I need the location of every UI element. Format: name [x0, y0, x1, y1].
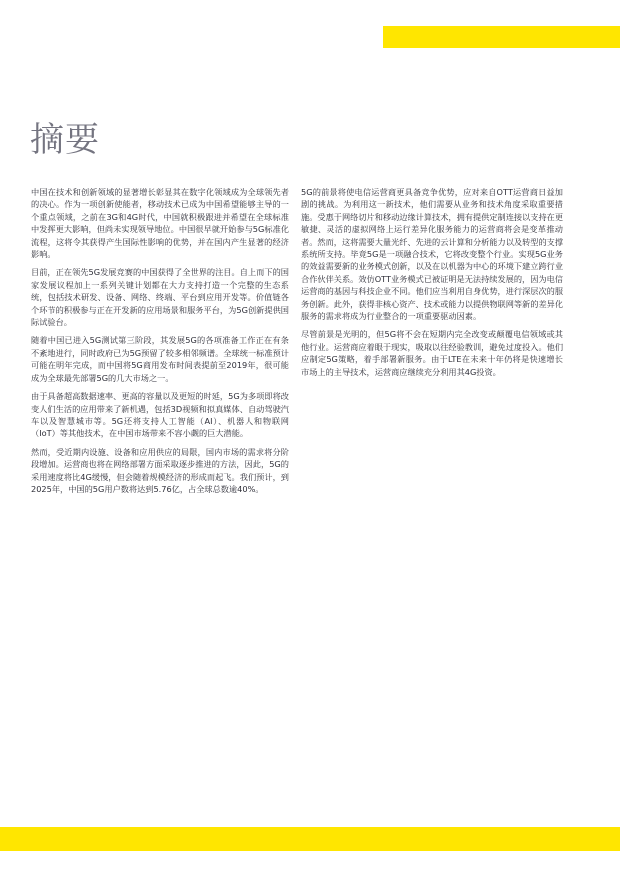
top-accent-bar: [383, 26, 620, 48]
bottom-accent-bar: [0, 827, 620, 851]
paragraph: 随着中国已进入5G测试第三阶段，其发展5G的各项准备工作正在有条不紊地进行，同时政府已为5G预留了较多相邻频谱。全球统一标准预计可能在明年完成，而中国将5G商用发布时间表提前至2019年，很可能成为全球最先部署5G的几大市场之一。: [31, 335, 289, 383]
paragraph: 然而，受近期内设施、设备和应用供应的局限，国内市场的需求将分阶段增加。运营商也将在网络部署方面采取逐步推进的方法，因此，5G的采用速度将比4G缓慢，但会随着规模经济的形成而起飞。我们预计，到2025年，中国的5G用户数将达到5.76亿，占全球总数逾40%。: [31, 446, 289, 494]
paragraph: 尽管前景是光明的，但5G将不会在短期内完全改变或颠覆电信领域或其他行业。运营商应着眼于现实，吸取以往经验教训，避免过度投入。他们应制定5G策略，着手部署新服务。由于LTE在未来十年仍将是快速增长市场上的主导技术，运营商应继续充分利用其4G投资。: [301, 329, 564, 377]
page-title: 摘要: [30, 120, 100, 160]
paragraph: 5G的前景将使电信运营商更具备竞争优势，应对来自OTT运营商日益加剧的挑战。为利用这一新技术，他们需要从业务和技术角度采取重要措施。受惠于网络切片和移动边缘计算技术，拥有提供定制连接以支持在更敏捷、灵活的虚拟网络上运行差异化服务能力的运营商将会是变革推动者。然而，这将需要大量光纤、先进的云计算和分析能力以及转型的支撑系统所支持。毕竟5G是一项融合技术，它将改变整个行业。实现5G业务的效益需要新的业务模式创新，以及在以机器为中心的环境下建立跨行业合作伙伴关系。效仿OTT业务模式已被证明是无法持续发展的，因为电信运营商的基因与科技企业不同。他们应当利用自身优势，进行深层次的服务创新。此外，获得非核心资产、技术或能力以提供物联网等新的差异化服务的需求将成为行业整合的一项重要驱动因素。: [301, 187, 564, 322]
left-column: [31, 186, 289, 501]
paragraph: 中国在技术和创新领域的显著增长彰显其在数字化领域成为全球领先者的决心。作为一项创新使能者，移动技术已成为中国希望能够主导的一个重点领域，之前在3G和4G时代，中国就积极跟进并希望在全球标准中发挥更大影响，但尚未实现领导地位。中国很早就开始参与5G标准化流程，这将令其获得产生国际性影响的优势，并在国内产生显著的经济影响。: [31, 187, 289, 260]
paragraph: 由于具备超高数据速率、更高的容量以及更短的时延，5G为多项即将改变人们生活的应用带来了新机遇，包括3D视频和拟真媒体、自动驾驶汽车以及智慧城市等。5G还将支持人工智能（AI）、机器人和物联网（IoT）等其他技术，在中国市场带来不容小觑的巨大潜能。: [31, 391, 289, 439]
paragraph: 目前，正在领先5G发展竞赛的中国获得了全世界的注目。自上而下的国家发展议程加上一系列关键计划都在大力支持打造一个完整的生态系统，包括技术研发、设备、网络、终端、平台到应用开发等。价值链各个环节的积极参与正在开发新的应用场景和服务平台，为5G创新提供国际试验台。: [31, 267, 289, 328]
right-column: [301, 186, 563, 384]
